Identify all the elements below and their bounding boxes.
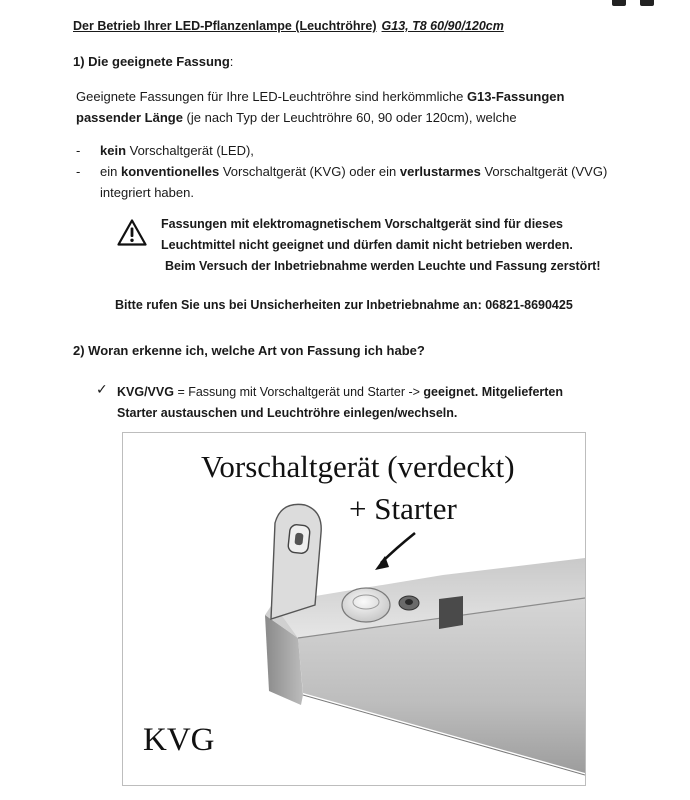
photo-caption-plus: + Starter	[349, 491, 457, 526]
bullet-plain: Vorschaltgerät (KVG) oder ein	[219, 164, 400, 179]
bullet-bold: kein	[100, 143, 127, 158]
bullet-plain: Vorschaltgerät (VVG)	[480, 164, 608, 179]
check-item-bold: KVG/VVG	[117, 385, 174, 399]
warning-line: Leuchtmittel nicht geeignet und dürfen damit nicht betrieben werden.	[161, 238, 573, 252]
cropped-glyph	[612, 0, 626, 6]
check-item-bold: geeignet. Mitgelieferten	[423, 385, 564, 399]
photo-caption-top: Vorschaltgerät (verdeckt)	[201, 449, 515, 484]
intro-text: Geeignete Fassungen für Ihre LED-Leuchtröhre sind herkömmliche	[76, 89, 467, 104]
section1-heading-colon: :	[229, 54, 234, 69]
bullet-bold: konventionelles	[120, 164, 220, 179]
phone-note: Bitte rufen Sie uns bei Unsicherheiten zur Inbetriebnahme an: 06821-8690425	[115, 298, 573, 312]
photo-caption-bottom: KVG	[143, 722, 215, 758]
intro-bold: passender Länge	[76, 110, 183, 125]
bullet-bold: verlustarmes	[399, 164, 481, 179]
checkmark-icon: ✓	[96, 381, 108, 397]
starter	[342, 588, 390, 622]
section1-heading	[73, 54, 233, 69]
arrow-icon	[381, 533, 415, 563]
cropped-glyph	[640, 0, 654, 6]
lamp-holder	[271, 504, 321, 619]
section1-heading-text: 1) Die geeignete Fassung	[73, 54, 230, 69]
bullet-text	[100, 140, 254, 161]
title-main: Der Betrieb Ihrer LED-Pflanzenlampe (Leuchtröhre)	[73, 19, 377, 33]
bullet-text	[100, 161, 607, 182]
title-spec: G13, T8 60/90/120cm	[381, 19, 504, 33]
section2-heading: 2) Woran erkenne ich, welche Art von Fassung ich habe?	[73, 343, 425, 358]
bullet-dash: -	[76, 164, 81, 179]
bullet-plain: ein	[100, 164, 121, 179]
bullet-dash: -	[76, 143, 81, 158]
warning-line: Fassungen mit elektromagnetischem Vorschaltgerät sind für dieses	[161, 217, 563, 231]
label-plate	[439, 596, 463, 629]
warning-line: Beim Versuch der Inbetriebnahme werden Leuchte und Fassung zerstört!	[165, 259, 601, 273]
intro-bold: G13-Fassungen	[466, 89, 565, 104]
check-item-text: = Fassung mit Vorschaltgerät und Starter ->	[173, 385, 424, 399]
intro-text: (je nach Typ der Leuchtröhre 60, 90 oder 120cm), welche	[182, 110, 517, 125]
check-item-line-1	[117, 382, 563, 403]
document-title	[73, 19, 504, 33]
intro-line-2	[76, 107, 517, 128]
bullet-plain: Vorschaltgerät (LED),	[126, 143, 254, 158]
warning-triangle-icon	[117, 219, 147, 246]
kvg-fixture-photo	[122, 432, 586, 786]
intro-line-1	[76, 86, 564, 107]
check-item-line-2: Starter austauschen und Leuchtröhre einlegen/wechseln.	[117, 406, 458, 420]
bullet-continuation: integriert haben.	[100, 185, 194, 200]
